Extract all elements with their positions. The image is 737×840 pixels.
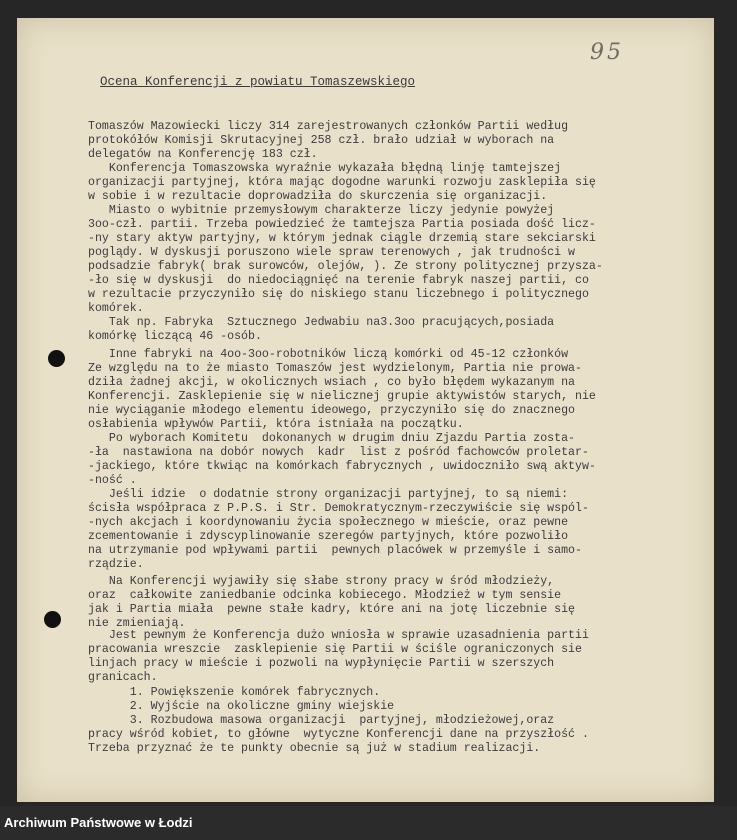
text-line: -ło się w dyskusji do niedociągnięć na terenie fabryk naszej partii, co [88, 274, 589, 287]
text-line: Tomaszów Mazowiecki liczy 314 zarejestrowanych członków Partii według [88, 120, 569, 133]
text-line: Jeśli idzie o dodatnie strony organizacji partyjnej, to są niemi: [88, 488, 569, 501]
text-line: Po wyborach Komitetu dokonanych w drugim dniu Zjazdu Partia zosta- [88, 432, 576, 445]
text-line: oraz całkowite zaniedbanie odcinka kobiecego. Młodzież w tym sensie [88, 589, 562, 602]
punch-hole-bottom [44, 611, 61, 628]
text-line: Konferencji. Zasklepienie się w nielicznej grupie aktywistów starych, nie [88, 390, 596, 403]
text-line: ścisła współpraca z P.P.S. i Str. Demokratycznym-rzeczywiście się wspól- [88, 502, 589, 515]
text-line: -jackiego, które tkwiąc na komórkach fabrycznych , uwidoczniło swą aktyw- [88, 460, 596, 473]
archive-footer [0, 806, 737, 840]
text-line: protokółów Komisji Skrutacyjnej 258 czł. brało udział w wyborach na [88, 134, 555, 147]
text-line: granicach. [88, 671, 158, 684]
text-line: -ny stary aktyw partyjny, w którym jednak ciągle drzemią stare sekciarski [88, 232, 596, 245]
text-line: w sobie i w rezultacie doprowadziła do skurczenia się organizacji. [88, 190, 548, 203]
text-line: pracy wśród kobiet, to główne wytyczne Konferencji dane na przyszłość . [88, 728, 589, 741]
document-title: Ocena Konferencji z powiatu Tomaszewskiego [100, 75, 416, 89]
text-line: pracowania wreszcie zasklepienie się Partii w ściśle ograniczonych sie [88, 643, 582, 656]
text-line: nie wyciąganie młodego elementu ideowego, przyczyniło się do znacznego [88, 404, 576, 417]
text-line: delegatów na Konferencję 183 czł. [88, 148, 318, 161]
text-line: Inne fabryki na 4oo-3oo-robotników liczą komórki od 45-12 członków [88, 348, 569, 361]
text-line: podsadzie fabryk( brak surowców, olejów, ). Ze strony politycznej przysza- [88, 260, 603, 273]
text-line: Konferencja Tomaszowska wyraźnie wykazała błędną linję tamtejszej [88, 162, 562, 175]
text-line: osłabienia wpływów Partii, która istniała na początku. [88, 418, 464, 431]
archive-label: Archiwum Państwowe w Łodzi [4, 815, 193, 830]
text-line: rządzie. [88, 558, 144, 571]
text-line: Tak np. Fabryka Sztucznego Jedwabiu na3.3oo pracujących,posiada [88, 316, 555, 329]
text-line: 2. Wyjście na okoliczne gminy wiejskie [88, 700, 395, 713]
text-line: -ła nastawiona na dobór nowych kadr list z pośród fachowców proletar- [88, 446, 589, 459]
text-line: nie zmieniają. [88, 617, 186, 630]
text-line: na utrzymanie pod wpływami partii pewnych placówek w przemyśle i samo- [88, 544, 582, 557]
handwritten-page-number: 95 [590, 40, 624, 65]
text-line: zcementowanie i zdyscyplinowanie szeregów partyjnych, które pozwoliło [88, 530, 569, 543]
text-line: Jest pewnym że Konferencja dużo wniosła w sprawie uzasadnienia partii [88, 629, 589, 642]
text-line: Ze względu na to że miasto Tomaszów jest wydzielonym, Partia nie prowa- [88, 362, 582, 375]
punch-hole-top [48, 350, 65, 367]
text-line: 3. Rozbudowa masowa organizacji partyjnej, młodzieżowej,oraz [88, 714, 555, 727]
text-line: linjach pracy w mieście i pozwoli na wypłynięcie Partii w szerszych [88, 657, 555, 670]
text-line: w rezultacie przyczyniło się do niskiego stanu liczebnego i politycznego [88, 288, 589, 301]
text-line: dziła żadnej akcji, w okolicznych wsiach , co było błędem wykazanym na [88, 376, 576, 389]
text-line: jak i Partia miała pewne stałe kadry, które ani na jotę liczebnie się [88, 603, 576, 616]
text-line: 1. Powiększenie komórek fabrycznych. [88, 686, 381, 699]
text-line: komórek. [88, 302, 144, 315]
text-line: Trzeba przyznać że te punkty obecnie są już w stadium realizacji. [88, 742, 541, 755]
text-line: -nych akcjach i koordynowaniu życia społecznego w mieście, oraz pewne [88, 516, 569, 529]
text-line: 3oo-czł. partii. Trzeba powiedzieć że tamtejsza Partia posiada dość licz- [88, 218, 596, 231]
text-line: komórkę liczącą 46 -osób. [88, 330, 262, 343]
text-line: Miasto o wybitnie przemysłowym charakterze liczy jedynie powyżej [88, 204, 555, 217]
text-line: organizacji partyjnej, która mając dogodne warunki rozwoju zasklepiła się [88, 176, 596, 189]
text-line: poglądy. W dyskusji poruszono wiele spraw terenowych , jak trudności w [88, 246, 576, 259]
text-line: Na Konferencji wyjawiły się słabe strony pracy w śród młodzieży, [88, 575, 555, 588]
text-line: -ność . [88, 474, 137, 487]
